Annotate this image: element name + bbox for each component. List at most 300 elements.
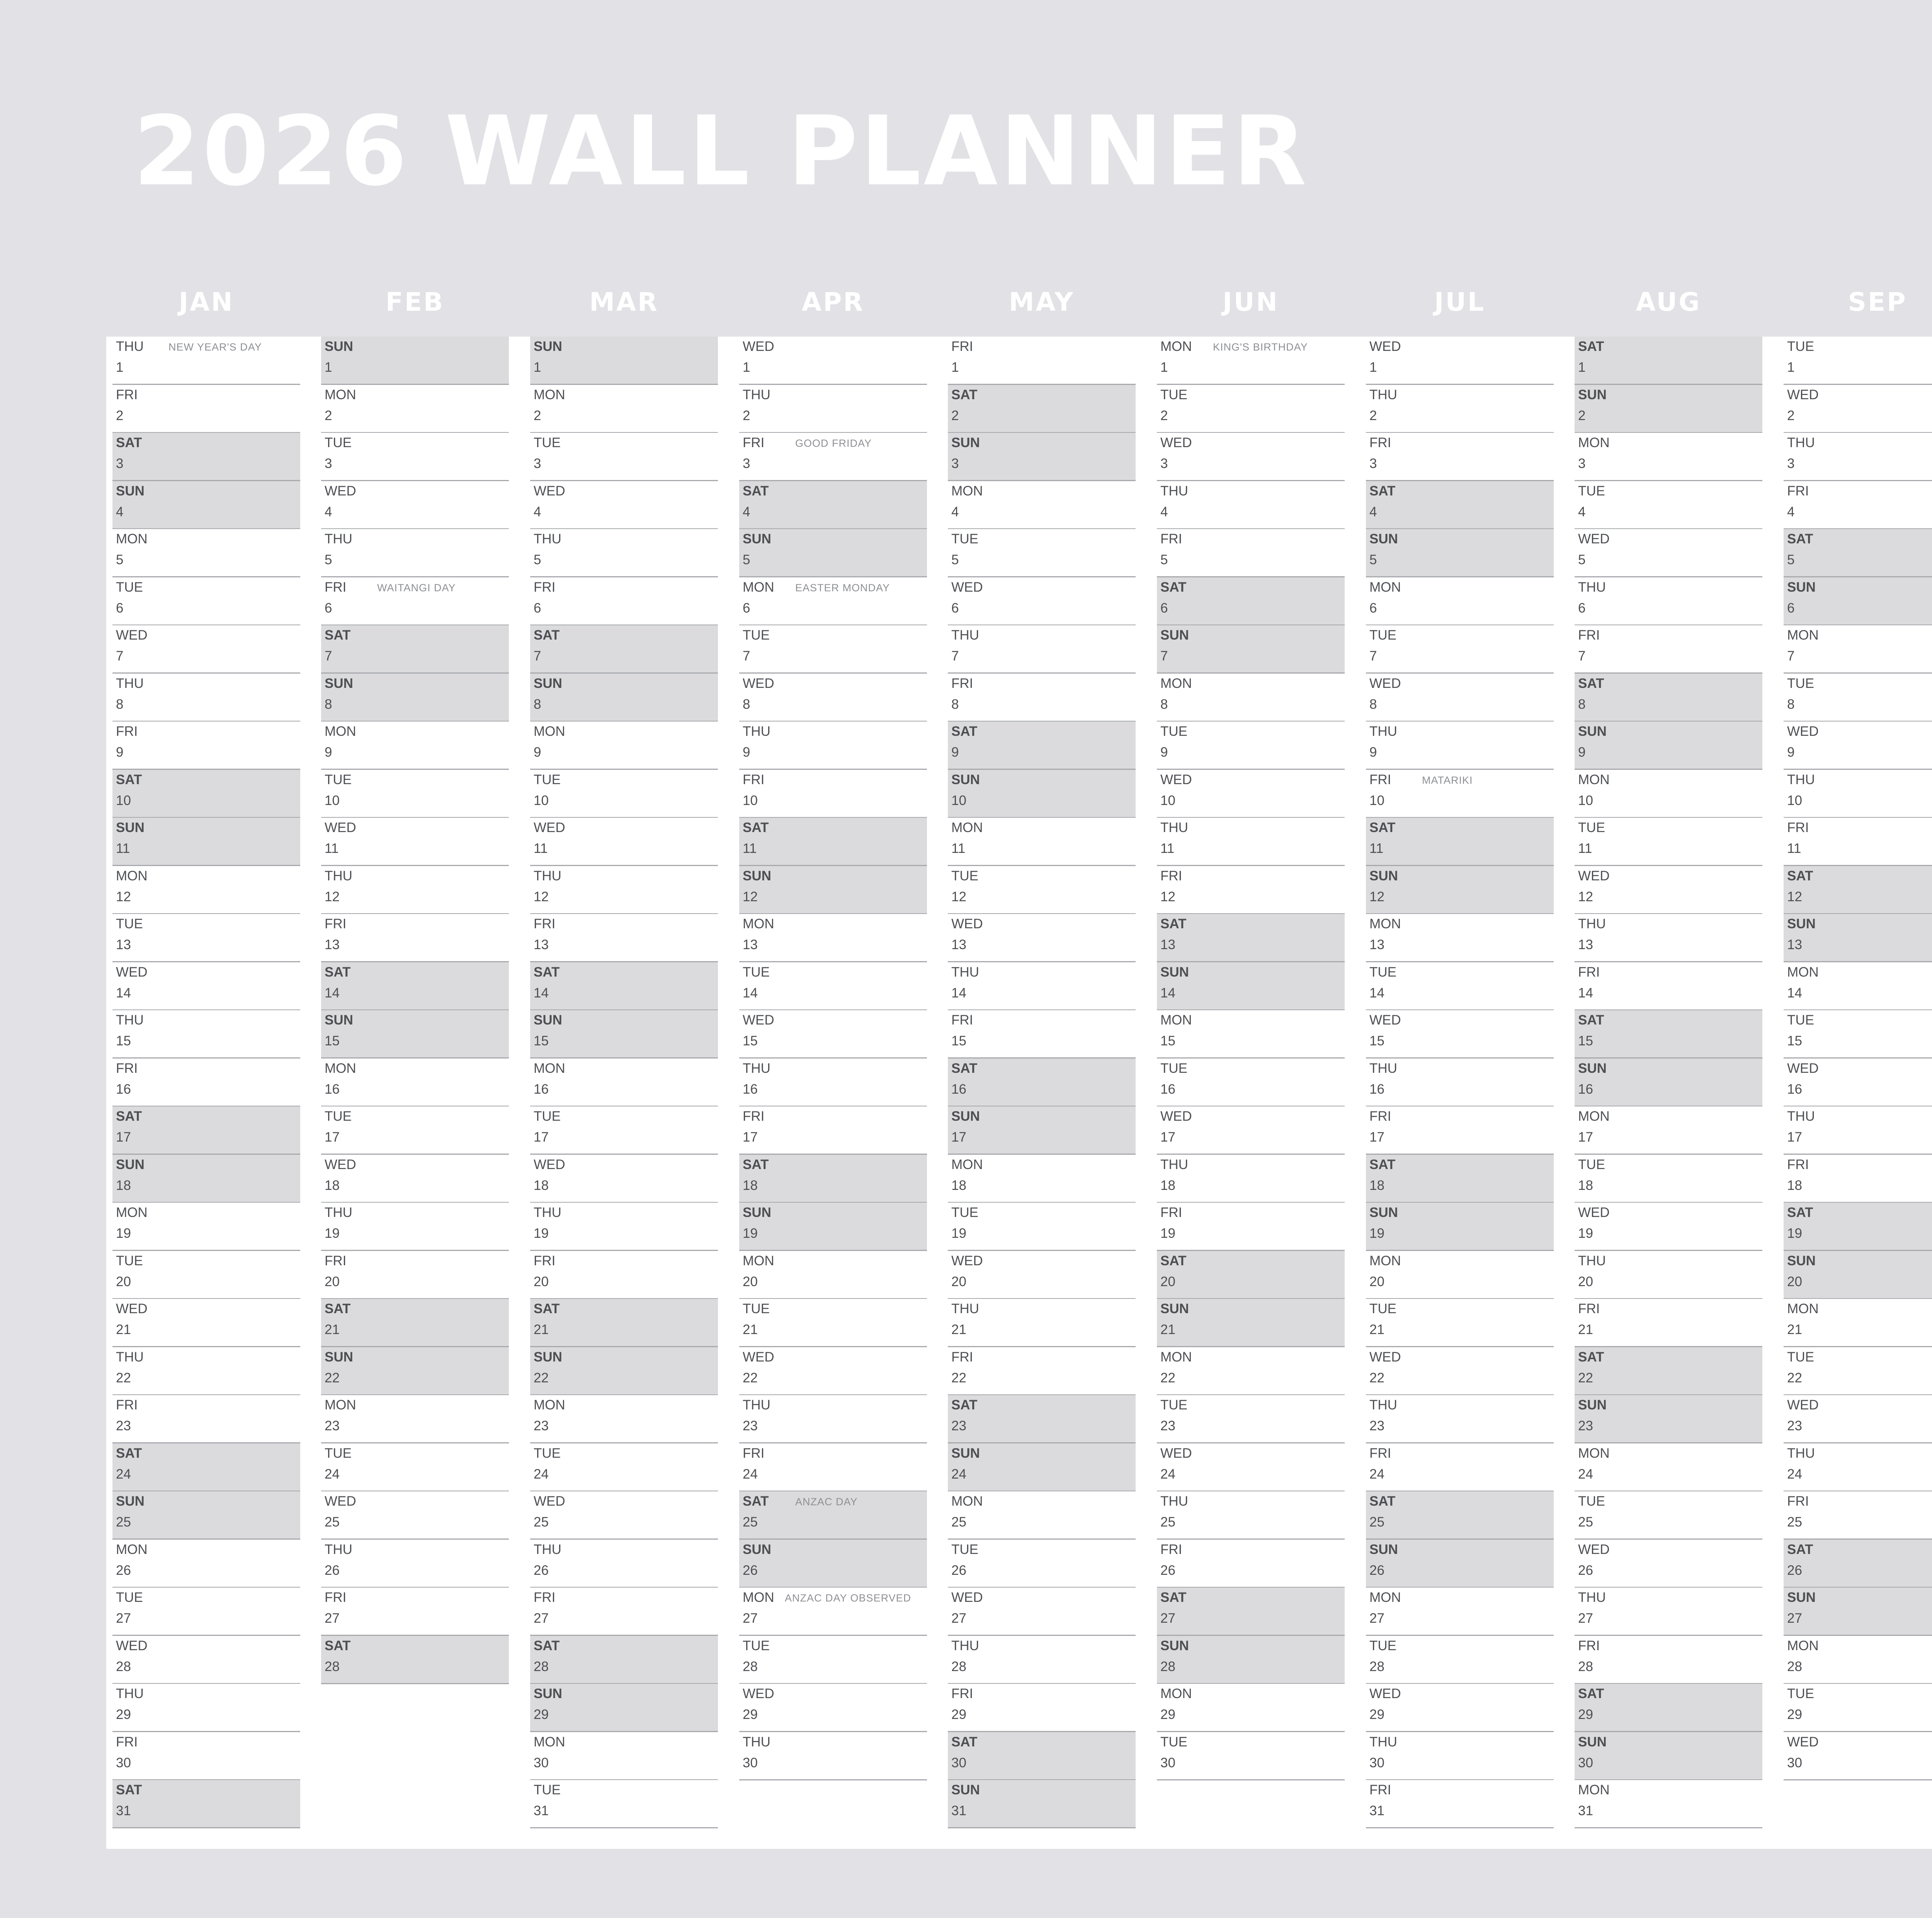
day-cell[interactable] <box>530 1155 718 1203</box>
day-cell[interactable] <box>321 1395 509 1443</box>
day-cell[interactable] <box>112 914 300 962</box>
day-cell[interactable] <box>321 770 509 818</box>
day-cell[interactable] <box>530 866 718 914</box>
day-number: 2 <box>325 408 332 423</box>
holiday-label: GOOD FRIDAY <box>795 437 872 449</box>
day-cell[interactable] <box>1157 1491 1345 1540</box>
day-cell[interactable] <box>530 770 718 818</box>
day-cell[interactable] <box>1784 1106 1932 1155</box>
day-cell[interactable] <box>1575 481 1762 529</box>
day-cell[interactable] <box>321 1588 509 1636</box>
day-cell[interactable] <box>530 1010 718 1059</box>
day-cell[interactable] <box>948 433 1136 481</box>
day-cell[interactable] <box>1575 1588 1762 1636</box>
day-cell[interactable] <box>1157 1395 1345 1443</box>
day-cell[interactable] <box>1366 625 1554 674</box>
day-cell[interactable] <box>1366 1540 1554 1588</box>
day-cell[interactable] <box>530 1684 718 1732</box>
day-cell[interactable] <box>739 1203 927 1251</box>
day-cell[interactable] <box>321 1010 509 1059</box>
day-cell[interactable] <box>1366 1395 1554 1443</box>
day-cell[interactable] <box>1366 433 1554 481</box>
day-cell[interactable] <box>112 722 300 770</box>
day-cell[interactable] <box>739 1347 927 1396</box>
day-cell[interactable] <box>530 529 718 577</box>
day-cell[interactable] <box>739 577 927 626</box>
day-cell[interactable] <box>1366 1155 1554 1203</box>
day-cell[interactable] <box>1366 914 1554 962</box>
day-cell[interactable] <box>1366 722 1554 770</box>
day-cell[interactable] <box>1366 577 1554 626</box>
day-cell[interactable] <box>948 1010 1136 1059</box>
day-cell[interactable] <box>321 1443 509 1492</box>
day-cell[interactable] <box>739 625 927 674</box>
day-cell[interactable] <box>1575 1203 1762 1251</box>
day-cell[interactable] <box>739 722 927 770</box>
day-cell[interactable] <box>1784 1155 1932 1203</box>
day-cell[interactable] <box>1157 1347 1345 1396</box>
day-cell[interactable] <box>112 1347 300 1396</box>
day-cell[interactable] <box>948 1636 1136 1684</box>
day-cell[interactable] <box>1575 1636 1762 1684</box>
day-number: 25 <box>325 1515 340 1530</box>
day-cell[interactable] <box>1157 1203 1345 1251</box>
day-cell[interactable] <box>1784 866 1932 914</box>
day-cell[interactable] <box>948 1732 1136 1780</box>
day-cell[interactable] <box>1157 1010 1345 1059</box>
day-cell[interactable] <box>1784 1059 1932 1107</box>
day-cell[interactable] <box>1575 1443 1762 1492</box>
day-cell[interactable] <box>1784 674 1932 722</box>
day-cell[interactable] <box>1157 481 1345 529</box>
day-cell[interactable] <box>530 1395 718 1443</box>
day-number: 27 <box>325 1611 340 1626</box>
day-cell[interactable] <box>1366 962 1554 1011</box>
day-cell[interactable] <box>1366 1588 1554 1636</box>
day-number: 30 <box>1160 1755 1175 1770</box>
day-cell[interactable] <box>112 962 300 1011</box>
day-cell[interactable] <box>1575 433 1762 481</box>
day-cell[interactable] <box>739 674 927 722</box>
day-cell[interactable] <box>1784 1491 1932 1540</box>
day-cell[interactable] <box>1784 1203 1932 1251</box>
day-cell[interactable] <box>739 1395 927 1443</box>
day-cell[interactable] <box>739 1155 927 1203</box>
day-cell[interactable] <box>948 1780 1136 1828</box>
day-cell[interactable] <box>739 962 927 1011</box>
day-cell[interactable] <box>321 1059 509 1107</box>
day-of-week: TUE <box>534 1782 561 1797</box>
day-cell[interactable] <box>112 1443 300 1492</box>
day-cell[interactable] <box>1784 433 1932 481</box>
day-cell[interactable] <box>1575 577 1762 626</box>
day-cell[interactable] <box>948 818 1136 866</box>
day-cell[interactable] <box>1366 1443 1554 1492</box>
day-cell[interactable] <box>1366 866 1554 914</box>
day-cell[interactable] <box>321 433 509 481</box>
day-cell[interactable] <box>321 818 509 866</box>
day-cell[interactable] <box>1366 770 1554 818</box>
day-cell[interactable] <box>1784 385 1932 433</box>
day-number: 21 <box>1160 1322 1175 1337</box>
day-cell[interactable] <box>321 1106 509 1155</box>
day-cell[interactable] <box>112 337 300 385</box>
day-cell[interactable] <box>1366 1203 1554 1251</box>
day-cell[interactable] <box>112 577 300 626</box>
day-cell[interactable] <box>321 722 509 770</box>
day-cell[interactable] <box>739 1010 927 1059</box>
day-cell[interactable] <box>739 385 927 433</box>
day-cell[interactable] <box>1575 1299 1762 1347</box>
day-cell[interactable] <box>1157 674 1345 722</box>
day-cell[interactable] <box>321 481 509 529</box>
day-of-week: MON <box>743 1590 774 1605</box>
day-cell[interactable] <box>1575 1347 1762 1396</box>
day-cell[interactable] <box>1366 1491 1554 1540</box>
day-cell[interactable] <box>112 529 300 577</box>
day-cell[interactable] <box>739 1299 927 1347</box>
day-cell[interactable] <box>1575 1491 1762 1540</box>
day-cell[interactable] <box>1157 1251 1345 1299</box>
day-cell[interactable] <box>1366 1684 1554 1732</box>
day-cell[interactable] <box>530 1491 718 1540</box>
day-cell[interactable] <box>530 433 718 481</box>
day-cell[interactable] <box>739 1588 927 1636</box>
day-cell[interactable] <box>1784 1010 1932 1059</box>
day-cell[interactable] <box>1784 625 1932 674</box>
day-cell[interactable] <box>1366 1059 1554 1107</box>
day-of-week: THU <box>1160 1494 1188 1509</box>
day-cell[interactable] <box>321 1491 509 1540</box>
day-cell[interactable] <box>530 385 718 433</box>
day-cell[interactable] <box>530 337 718 385</box>
day-cell[interactable] <box>112 1010 300 1059</box>
day-cell[interactable] <box>948 866 1136 914</box>
day-cell[interactable] <box>1575 674 1762 722</box>
day-cell[interactable] <box>739 818 927 866</box>
day-cell[interactable] <box>112 1636 300 1684</box>
day-cell[interactable] <box>948 914 1136 962</box>
day-cell[interactable] <box>739 337 927 385</box>
day-cell[interactable] <box>1784 1540 1932 1588</box>
day-cell[interactable] <box>530 1203 718 1251</box>
day-cell[interactable] <box>112 818 300 866</box>
day-number: 29 <box>116 1707 131 1722</box>
day-cell[interactable] <box>1575 625 1762 674</box>
day-cell[interactable] <box>530 1540 718 1588</box>
day-cell[interactable] <box>739 770 927 818</box>
day-cell[interactable] <box>739 1251 927 1299</box>
day-cell[interactable] <box>530 1636 718 1684</box>
day-cell[interactable] <box>530 962 718 1011</box>
day-cell[interactable] <box>948 1106 1136 1155</box>
day-cell[interactable] <box>1575 1251 1762 1299</box>
day-cell[interactable] <box>739 529 927 577</box>
day-cell[interactable] <box>1575 1155 1762 1203</box>
day-number: 16 <box>1787 1082 1802 1097</box>
day-cell[interactable] <box>948 1347 1136 1396</box>
day-of-week: SAT <box>1787 531 1813 546</box>
day-cell[interactable] <box>530 577 718 626</box>
day-cell[interactable] <box>530 481 718 529</box>
day-cell[interactable] <box>1575 770 1762 818</box>
day-cell[interactable] <box>1157 818 1345 866</box>
day-cell[interactable] <box>739 1443 927 1492</box>
day-number: 8 <box>743 697 750 712</box>
day-number: 27 <box>1160 1611 1175 1626</box>
day-cell[interactable] <box>1575 1010 1762 1059</box>
day-cell[interactable] <box>112 625 300 674</box>
day-cell[interactable] <box>530 1251 718 1299</box>
day-cell[interactable] <box>321 1251 509 1299</box>
day-cell[interactable] <box>112 1540 300 1588</box>
day-cell[interactable] <box>1784 914 1932 962</box>
day-cell[interactable] <box>112 1732 300 1780</box>
day-cell[interactable] <box>112 1251 300 1299</box>
day-of-week: THU <box>1369 1397 1397 1413</box>
day-cell[interactable] <box>948 674 1136 722</box>
day-cell[interactable] <box>1366 1010 1554 1059</box>
day-cell[interactable] <box>321 1203 509 1251</box>
day-cell[interactable] <box>1157 1732 1345 1780</box>
day-cell[interactable] <box>1575 914 1762 962</box>
day-cell[interactable] <box>1575 385 1762 433</box>
day-cell[interactable] <box>948 1059 1136 1107</box>
day-cell[interactable] <box>112 1106 300 1155</box>
day-cell[interactable] <box>1575 529 1762 577</box>
day-cell[interactable] <box>948 1684 1136 1732</box>
day-number: 29 <box>951 1707 966 1722</box>
day-cell[interactable] <box>112 1395 300 1443</box>
day-cell[interactable] <box>530 722 718 770</box>
day-cell[interactable] <box>948 481 1136 529</box>
day-number: 6 <box>743 601 750 616</box>
day-cell[interactable] <box>1157 866 1345 914</box>
day-cell[interactable] <box>112 1299 300 1347</box>
day-cell[interactable] <box>739 1684 927 1732</box>
day-cell[interactable] <box>1784 577 1932 626</box>
day-cell[interactable] <box>321 962 509 1011</box>
day-cell[interactable] <box>1784 1251 1932 1299</box>
day-cell[interactable] <box>1157 385 1345 433</box>
day-cell[interactable] <box>1575 1059 1762 1107</box>
day-cell[interactable] <box>1784 481 1932 529</box>
day-cell[interactable] <box>739 433 927 481</box>
day-cell[interactable] <box>321 577 509 626</box>
day-cell[interactable] <box>948 1203 1136 1251</box>
day-cell[interactable] <box>1157 433 1345 481</box>
day-cell[interactable] <box>948 529 1136 577</box>
day-cell[interactable] <box>739 914 927 962</box>
day-cell[interactable] <box>1157 914 1345 962</box>
day-cell[interactable] <box>530 914 718 962</box>
day-of-week: FRI <box>1787 1157 1809 1172</box>
day-cell[interactable] <box>112 1155 300 1203</box>
day-cell[interactable] <box>112 1059 300 1107</box>
day-cell[interactable] <box>948 1540 1136 1588</box>
day-cell[interactable] <box>321 337 509 385</box>
day-cell[interactable] <box>112 1491 300 1540</box>
day-cell[interactable] <box>1575 1540 1762 1588</box>
day-cell[interactable] <box>1575 866 1762 914</box>
day-cell[interactable] <box>321 529 509 577</box>
day-cell[interactable] <box>948 337 1136 385</box>
day-cell[interactable] <box>1784 1684 1932 1732</box>
day-cell[interactable] <box>1784 818 1932 866</box>
day-cell[interactable] <box>1575 818 1762 866</box>
day-cell[interactable] <box>1366 1636 1554 1684</box>
day-cell[interactable] <box>530 1780 718 1828</box>
day-cell[interactable] <box>1366 385 1554 433</box>
day-of-week: SAT <box>1578 1350 1604 1365</box>
day-cell[interactable] <box>112 1203 300 1251</box>
day-cell[interactable] <box>1157 722 1345 770</box>
day-cell[interactable] <box>1157 1540 1345 1588</box>
day-cell[interactable] <box>1575 1780 1762 1828</box>
day-cell[interactable] <box>1575 962 1762 1011</box>
day-cell[interactable] <box>1784 1588 1932 1636</box>
day-cell[interactable] <box>1157 1588 1345 1636</box>
day-cell[interactable] <box>1784 722 1932 770</box>
day-cell[interactable] <box>1157 577 1345 626</box>
day-cell[interactable] <box>1366 529 1554 577</box>
day-cell[interactable] <box>112 674 300 722</box>
day-cell[interactable] <box>948 722 1136 770</box>
day-cell[interactable] <box>1784 1299 1932 1347</box>
day-cell[interactable] <box>530 1299 718 1347</box>
day-cell[interactable] <box>530 1588 718 1636</box>
day-cell[interactable] <box>530 674 718 722</box>
day-cell[interactable] <box>530 1059 718 1107</box>
day-cell[interactable] <box>1784 1395 1932 1443</box>
day-cell[interactable] <box>321 1540 509 1588</box>
day-cell[interactable] <box>1157 625 1345 674</box>
day-cell[interactable] <box>321 914 509 962</box>
month-header-may: MAY <box>1009 287 1075 317</box>
day-cell[interactable] <box>321 1299 509 1347</box>
day-cell[interactable] <box>1157 1684 1345 1732</box>
day-cell[interactable] <box>1366 1732 1554 1780</box>
day-cell[interactable] <box>739 1491 927 1540</box>
day-cell[interactable] <box>739 1636 927 1684</box>
day-number: 7 <box>116 648 124 664</box>
day-cell[interactable] <box>948 1299 1136 1347</box>
day-cell[interactable] <box>112 1684 300 1732</box>
day-cell[interactable] <box>1575 1395 1762 1443</box>
day-cell[interactable] <box>1157 1059 1345 1107</box>
day-cell[interactable] <box>1157 1636 1345 1684</box>
day-cell[interactable] <box>112 770 300 818</box>
day-cell[interactable] <box>112 1588 300 1636</box>
day-cell[interactable] <box>948 1395 1136 1443</box>
day-cell[interactable] <box>530 1732 718 1780</box>
day-cell[interactable] <box>1575 1732 1762 1780</box>
day-cell[interactable] <box>321 625 509 674</box>
day-cell[interactable] <box>1157 962 1345 1011</box>
day-cell[interactable] <box>1157 1155 1345 1203</box>
day-cell[interactable] <box>1575 1684 1762 1732</box>
day-of-week: THU <box>534 531 561 546</box>
day-cell[interactable] <box>1366 818 1554 866</box>
day-cell[interactable] <box>321 385 509 433</box>
day-cell[interactable] <box>1784 1636 1932 1684</box>
day-cell[interactable] <box>530 625 718 674</box>
day-cell[interactable] <box>112 866 300 914</box>
day-cell[interactable] <box>1784 770 1932 818</box>
day-cell[interactable] <box>739 1059 927 1107</box>
day-of-week: THU <box>325 531 352 546</box>
day-cell[interactable] <box>1157 1443 1345 1492</box>
day-cell[interactable] <box>321 1155 509 1203</box>
day-cell[interactable] <box>112 1780 300 1828</box>
day-cell[interactable] <box>321 1347 509 1396</box>
day-cell[interactable] <box>739 1732 927 1780</box>
day-cell[interactable] <box>112 481 300 529</box>
day-cell[interactable] <box>1366 674 1554 722</box>
day-cell[interactable] <box>948 385 1136 433</box>
day-cell[interactable] <box>1366 1251 1554 1299</box>
day-number: 9 <box>951 745 959 760</box>
day-cell[interactable] <box>530 1347 718 1396</box>
day-cell[interactable] <box>1366 337 1554 385</box>
day-cell[interactable] <box>1157 529 1345 577</box>
day-cell[interactable] <box>321 674 509 722</box>
day-cell[interactable] <box>739 481 927 529</box>
day-cell[interactable] <box>1784 337 1932 385</box>
day-cell[interactable] <box>321 1636 509 1684</box>
day-cell[interactable] <box>321 866 509 914</box>
day-cell[interactable] <box>948 577 1136 626</box>
day-cell[interactable] <box>1784 962 1932 1011</box>
day-cell[interactable] <box>1784 529 1932 577</box>
day-cell[interactable] <box>948 625 1136 674</box>
day-cell[interactable] <box>739 1540 927 1588</box>
day-cell[interactable] <box>1157 337 1345 385</box>
day-cell[interactable] <box>1157 770 1345 818</box>
day-cell[interactable] <box>530 1443 718 1492</box>
day-of-week: MON <box>1160 676 1192 691</box>
day-cell[interactable] <box>739 866 927 914</box>
day-cell[interactable] <box>948 1443 1136 1492</box>
day-cell[interactable] <box>1366 1347 1554 1396</box>
day-cell[interactable] <box>1575 722 1762 770</box>
day-cell[interactable] <box>948 770 1136 818</box>
day-cell[interactable] <box>948 962 1136 1011</box>
day-cell[interactable] <box>530 1106 718 1155</box>
day-cell[interactable] <box>1784 1443 1932 1492</box>
day-cell[interactable] <box>948 1155 1136 1203</box>
day-cell[interactable] <box>1157 1106 1345 1155</box>
day-cell[interactable] <box>1366 481 1554 529</box>
day-cell[interactable] <box>948 1251 1136 1299</box>
day-cell[interactable] <box>1784 1347 1932 1396</box>
day-cell[interactable] <box>1366 1299 1554 1347</box>
day-cell[interactable] <box>739 1106 927 1155</box>
day-cell[interactable] <box>1575 337 1762 385</box>
day-cell[interactable] <box>112 433 300 481</box>
day-cell[interactable] <box>112 385 300 433</box>
day-cell[interactable] <box>1366 1106 1554 1155</box>
day-cell[interactable] <box>1366 1780 1554 1828</box>
day-cell[interactable] <box>530 818 718 866</box>
day-of-week: SAT <box>1787 1542 1813 1557</box>
day-cell[interactable] <box>1575 1106 1762 1155</box>
day-number: 31 <box>951 1803 966 1818</box>
day-cell[interactable] <box>948 1491 1136 1540</box>
day-cell[interactable] <box>1784 1732 1932 1780</box>
day-cell[interactable] <box>948 1588 1136 1636</box>
day-cell[interactable] <box>1157 1299 1345 1347</box>
